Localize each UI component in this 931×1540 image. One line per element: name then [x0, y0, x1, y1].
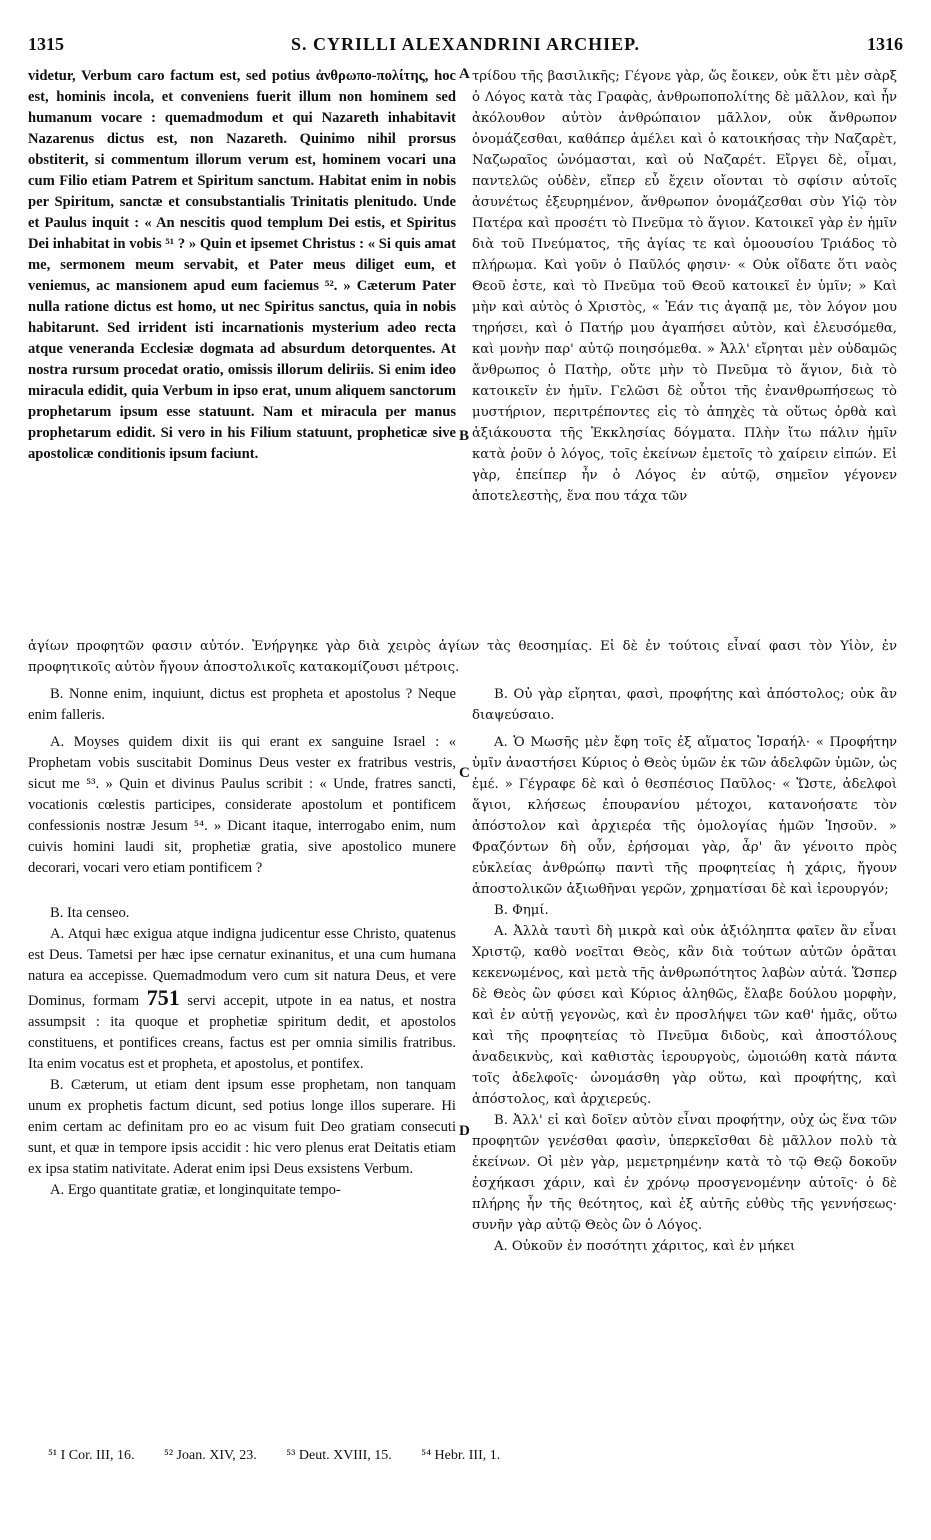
margin-marker-b: B [459, 428, 470, 444]
page-number-right: 1316 [867, 34, 903, 54]
footnote: ⁵⁴ Hebr. III, 1. [421, 1448, 501, 1463]
greek-column-bottom [472, 684, 897, 1257]
margin-marker-a: A [459, 66, 470, 82]
running-title: S. CYRILLI ALEXANDRINI ARCHIEP. [291, 34, 640, 54]
latin-paragraph: B. Cæterum, ut etiam dent ipsum esse prophetam, non tanquam unum ex prophetis factum dicunt, sed potius longe illos superare. Hi enim certam ac definitam pro eo ac visum fuit Deo gratiam consecuti sunt, et quæ in tempore ipsis accidit : hic vero plenus erat Deitatis etiam ex ipsa statim nativitate. Aderat enim ipsi Deus exsistens Verbum. [28, 1077, 456, 1177]
latin-paragraph: B. Nonne enim, inquiunt, dictus est propheta et apostolus ? Neque enim falleris. [28, 686, 456, 723]
latin-text-top: videtur, Verbum caro factum est, sed potius ἀνθρωπο-πολίτης, hoc est, hominis incola, et conveniens fuerit illum non hominem sed humanum vocare : quemadmodum et qui Nazareth inhabitavit Nazarenus dictus est, non Nazareth. Quinimo nihil prorsus obstiterit, si commentum illorum verum est, hominem vocari una cum Filio etiam Patrem et Spiritum sanctum. Habitat enim in nobis per Spiritum, sanctæ et consubstantialis Trinitatis plenitudo. Unde et Paulus inquit : « An nescitis quod templum Dei estis, et Spiritus Dei inhabitat in vobis ⁵¹ ? » Quin et ipsemet Christus : « Si quis amat me, sermonem meum servabit, et Pater meus diliget eum, et veniemus, ac mansionem apud eum faciemus ⁵². » Cæterum Pater nulla ratione dictus est homo, ut nec Spiritus sanctus, quia in nobis habitarunt. Sed irrident isti incarnationis mysterium adeo recta atque veneranda Ecclesiæ dogmata ad absurdum detorquentes. At nostra rursum procedat oratio, omissis illorum deliriis. Si enim ideo miracula edidit, quia Verbum in ipso erat, unum aliquem sanctorum prophetarum ipsum esse statuunt. Nam et miracula per manus prophetarum edidit. Si vero in his Filium statuunt, propheticæ sive apostolicæ conditionis ipsum faciunt. [28, 68, 456, 462]
latin-column-bottom [28, 684, 456, 1201]
greek-paragraph: A. Ἀλλὰ ταυτὶ δὴ μικρὰ καὶ οὐκ ἀξιόληπτα φαῖεν ἂν εἶναι Χριστῷ, καθὸ νοεῖται Θεὸς, κἂν διὰ τούτων αὐτῶν ὁρᾶται κεκενωμένος, καὶ μετὰ τῆς ἀνθρωπότητος λαβὼν αὐτά. Ὥσπερ δὲ Θεὸς ὢν φύσει καὶ Κύριος ἀληθῶς, ἔλαβε δούλου μορφὴν, καὶ ἐν αὐτῇ γεγονὼς, καὶ ἐν προσλήψει τῶν καθ' ἡμᾶς, οὕτω καὶ τῆς προφητείας τὸ Πνεῦμα διδοὺς, καὶ ἀποστόλους ἀναδεικνὺς, καὶ καθιστὰς ἱερουργοὺς, ὡμοιώθη κατὰ πάντα τοῖς ἀδελφοῖς· ὠνομάσθη γὰρ οὕτω, καὶ προφήτης, καὶ ἀπόστολος, καὶ ἀρχιερεύς. [472, 924, 897, 1107]
margin-marker-d: D [459, 1123, 470, 1139]
greek-text-top: τρίδου τῆς βασιλικῆς; Γέγονε γὰρ, ὥς ἔοικεν, οὐκ ἔτι μὲν σὰρξ ὁ Λόγος κατὰ τὰς Γραφὰς, ἀνθρωποπολίτης δὲ μᾶλλον, καὶ ἦν ἀκόλουθον αὐτὸν ἀνθρώπαιον μᾶλλον, οὐκ ἄνθρωπον ὀνομάζεσθαι, καθάπερ ἀμέλει καὶ ὁ κατοικήσας τὴν Ναζαρὲτ, Ναζωραῖος ὠνόμασται, καὶ οὐ Ναζαρέτ. Εἴργει δὲ, οἶμαι, παντελῶς οὐδὲν, εἴπερ εὖ ἔχειν οἴονται τὸ σφίσιν αὐτοῖς ἀσυνέτως ἐξευρημένον, ἄνθρωπον ὀνομάζεσθαι σὺν Υἱῷ τὸν Πατέρα καὶ προσέτι τὸ Πνεῦμα τὸ ἅγιον. Κατοικεῖ γὰρ ἐν ἡμῖν διὰ τοῦ Πνεύματος, τῆς ἁγίας τε καὶ ὁμοουσίου Τριάδος τὸ πλήρωμα. Καὶ γοῦν ὁ Παῦλός φησιν· « Οὐκ οἴδατε ὅτι ναὸς Θεοῦ ἐστε, καὶ τὸ Πνεῦμα τοῦ Θεοῦ κατοικεῖ ἐν ὑμῖν; » Καὶ μὴν καὶ αὐτὸς ὁ Χριστὸς, « Ἐάν τις ἀγαπᾷ με, τὸν λόγον μου τηρήσει, καὶ ὁ Πατήρ μου ἀγαπήσει αὐτὸν, καὶ ἐλευσόμεθα, καὶ μονὴν παρ' αὐτῷ ποιησόμεθα. » Ἀλλ' εἴρηται μὲν οὐδαμῶς ἄνθρωπος ὁ Πατὴρ, οὔτε μὴν τὸ Πνεῦμα τὸ ἅγιον, διὰ τὸ κατοικεῖν ἐν ἡμῖν. Γελῶσι δὲ οὗτοι τῆς ἐνανθρωπήσεως τὸ μυστήριον, περιτρέποντες εἰς τὸ ἀπηχὲς τὰ οὕτως ὀρθὰ καὶ ἀξιάκουστα τῆς Ἐκκλησίας δόγματα. Πλὴν ἴτω πάλιν ἡμῖν κατὰ ῥοῦν ὁ λόγος, τοῖς ἐκείνων ἐμετοῖς τὸ χαίρειν εἰπών. Εἰ γὰρ, ἐπείπερ ἦν ὁ Λόγος ἐν αὐτῷ, σημεῖον γέγονεν ἀποτελεστὴς, ἕνα που τάχα τῶν [472, 69, 897, 504]
latin-column-top [28, 66, 456, 465]
greek-column-top [472, 66, 897, 507]
footnote: ⁵³ Deut. XVIII, 15. [286, 1448, 392, 1463]
page-header [28, 34, 903, 60]
footnote: ⁵¹ I Cor. III, 16. [48, 1448, 135, 1463]
greek-paragraph: B. Οὐ γὰρ εἴρηται, φασὶ, προφήτης καὶ ἀπόστολος; οὐκ ἂν διαψεύσαιο. [472, 687, 897, 723]
footnotes [48, 1448, 526, 1464]
footnote: ⁵² Joan. XIV, 23. [163, 1448, 257, 1463]
margin-marker-c: C [459, 765, 470, 781]
greek-full-width-line: ἁγίων προφητῶν φασιν αὐτόν. Ἐνήργηκε γὰρ διὰ χειρὸς ἁγίων τὰς θεοσημίας. Εἰ δὲ ἐν τούτοις εἶναί φασι τὸν Υἱὸν, ἐν προφητικοῖς αὐτὸν ἤγουν ἀποστολικοῖς κατακομίζουσι μέτροις. [28, 639, 897, 675]
latin-paragraph: A. Moyses quidem dixit iis qui erant ex sanguine Israel : « Prophetam vobis suscitabit Dominus Deus vester ex fratribus vestris, sicut me ⁵³. » Quin et divinus Paulus scribit : « Unde, fratres sancti, vocationis cœlestis participes, considerate apostolum et pontificem confessionis nostræ Jesum ⁵⁴. » Dicant itaque, interrogabo enim, num cuivis homini laudi sit, prophetiæ gratia, sive apostolico munere decorari, vocari vero etiam pontificem ? [28, 734, 456, 876]
greek-paragraph: A. Οὐκοῦν ἐν ποσότητι χάριτος, καὶ ἐν μήκει [494, 1239, 796, 1254]
latin-paragraph: A. Ergo quantitate gratiæ, et longinquitate tempo- [50, 1182, 341, 1198]
greek-paragraph: B. Φημί. [494, 903, 549, 918]
column-number: 751 [146, 985, 180, 1010]
latin-paragraph: B. Ita censeo. [50, 905, 130, 921]
page-number-left: 1315 [28, 34, 64, 54]
latin-paragraph: A. Atqui hæc exigua atque indigna judicentur esse Christo, quatenus est Deus. Tametsi per hæc ipse cernatur exinanitus, et una cum humana natura ea accepisse. Quemadmodum vero cum sit natura Deus, et vere Dominus, formam 751 servi accepit, utpote in ea natus, et nostra assumpsit : ita quoque et prophetiæ spiritum dedit, et apostolos constituens, et pontifices creans, factus est per omnia similis fratribus. Ita enim vocatus est et propheta, et apostolus, et pontifex. [28, 926, 456, 1072]
greek-paragraph: B. Ἀλλ' εἰ καὶ δοῖεν αὐτὸν εἶναι προφήτην, οὐχ ὡς ἕνα τῶν προφητῶν γενέσθαι φασὶν, ὑπερκεῖσθαι δὲ μᾶλλον πολὺ τὰ ἐκείνων. Οἱ μὲν γὰρ, μεμετρημένην κατὰ τὸ τῷ Θεῷ δοκοῦν ἐσχήκασι χάριν, καὶ ἐν χρόνῳ προσγενομένην αὐτοῖς· ὁ δὲ πλήρης ἦν τῆς θεότητος, καὶ ἐξ αὐτῆς εὐθὺς τῆς γεννήσεως· συνῆν γὰρ αὐτῷ Θεὸς ὢν ὁ Λόγος. [472, 1113, 897, 1233]
greek-paragraph: A. Ὁ Μωσῆς μὲν ἔφη τοῖς ἐξ αἵματος Ἰσραήλ· « Προφήτην ὑμῖν ἀναστήσει Κύριος ὁ Θεὸς ὑμῶν ἐκ τῶν ἀδελφῶν ὑμῶν, ὡς ἐμέ. » Γέγραφε δὲ καὶ ὁ θεσπέσιος Παῦλος· « Ὥστε, ἀδελφοὶ ἅγιοι, κλήσεως ἐπουρανίου μέτοχοι, κατανοήσατε τὸν ἀπόστολον καὶ ἀρχιερέα τῆς ὁμολογίας ἡμῶν Ἰησοῦν. » Φραζόντων δὴ οὖν, ἐρήσομαι γὰρ, ἆρ' ἂν γένοιτο πρὸς εὐκλείας ἀνθρώπῳ παντὶ τῆς προφητείας ἡ χάρις, ἤγουν ἀποστολικῶν ἀξιωθῆναι γερῶν, χρηματίσαι δὲ καὶ ἱερουργόν; [472, 735, 897, 897]
